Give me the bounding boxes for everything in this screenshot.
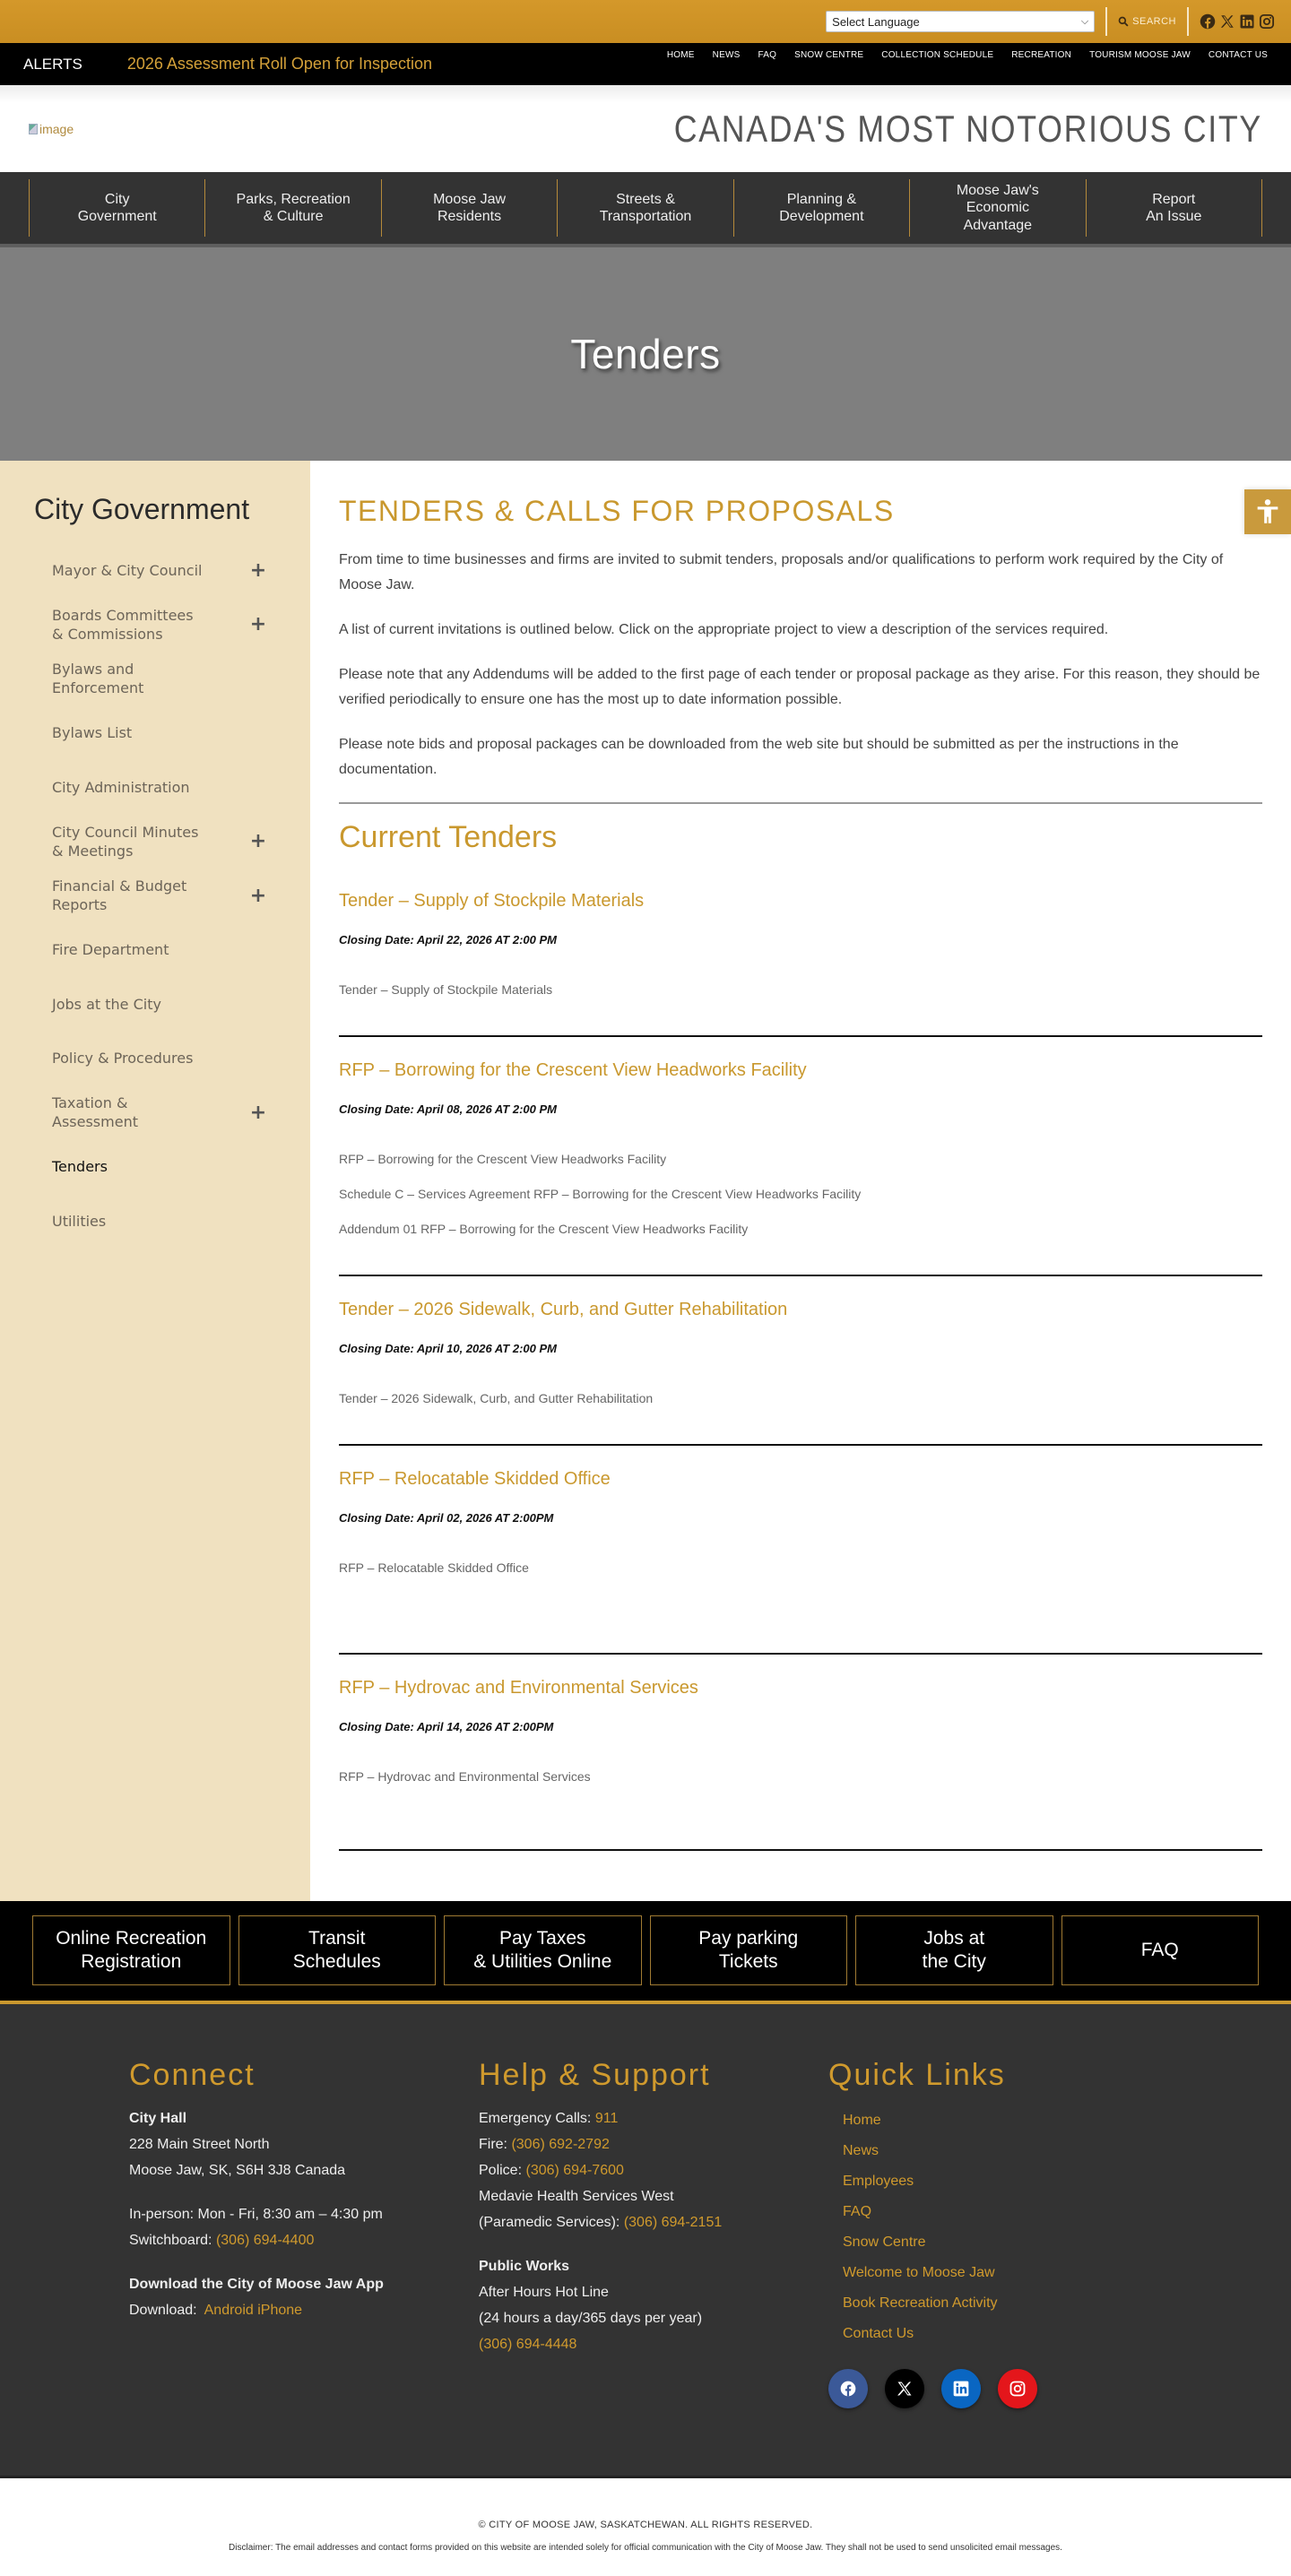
nav-label-line: Moose Jaw (433, 191, 507, 207)
nav-label-line: Advantage (963, 217, 1033, 233)
spacer (479, 2235, 828, 2253)
office-hours: In-person: Mon - Fri, 8:30 am – 4:30 pm (129, 2207, 383, 2222)
spacer (339, 1426, 1262, 1444)
utility-nav-faq[interactable]: FAQ (758, 50, 777, 60)
alerts-label: ALERTS (23, 55, 82, 73)
expand-plus-icon[interactable]: + (249, 884, 267, 907)
sidebar-item-label: Jobs at the City (52, 995, 161, 1013)
logo-alt-text: image (39, 121, 74, 136)
paramedic-line (479, 2209, 828, 2235)
closing-date: Closing Date: April 10, 2026 AT 2:00 PM (339, 1342, 557, 1355)
intro-paragraph: Please note that any Addendums will be added to the first page of each tender or proposal package as they arise. For this reason, they should be verified periodically to ensure one has the most up to date information possible. (339, 667, 1261, 707)
utility-nav-tourism[interactable]: TOURISM MOOSE JAW (1089, 50, 1191, 60)
button-label-line: Pay parking (698, 1927, 799, 1949)
quick-button-transit-schedules[interactable] (238, 1915, 437, 1985)
facebook-icon[interactable] (828, 2369, 868, 2408)
sidebar-item-label: Fire Department (52, 941, 169, 959)
top-bar (0, 0, 1291, 43)
site-tagline: CANADA'S MOST NOTORIOUS CITY (673, 107, 1262, 150)
main-nav-report-issue[interactable] (1087, 179, 1262, 237)
sidebar-item-policy-procedures[interactable] (52, 1033, 267, 1087)
language-select-value: Select Language (832, 14, 920, 29)
utility-nav-collection-schedule[interactable]: COLLECTION SCHEDULE (881, 50, 994, 60)
sidebar-item-bylaws-list[interactable] (52, 707, 267, 762)
expand-plus-icon[interactable]: + (249, 1101, 267, 1124)
utility-nav-contact-us[interactable]: CONTACT US (1208, 50, 1268, 60)
tender-item (339, 891, 1262, 1037)
button-label-line: FAQ (1140, 1939, 1179, 1960)
iphone-app-link[interactable]: iPhone (257, 2303, 303, 2318)
footer-connect (129, 2058, 479, 2476)
quick-button-faq[interactable] (1061, 1915, 1260, 1985)
quick-link-home[interactable]: Home (843, 2113, 881, 2128)
switchboard-line (129, 2227, 479, 2253)
hotline-phone-link[interactable]: (306) 694-4448 (479, 2337, 577, 2352)
quick-link-welcome[interactable]: Welcome to Moose Jaw (843, 2265, 995, 2280)
footer-heading: Connect (129, 2058, 256, 2092)
button-label-line: Registration (81, 1951, 182, 1972)
hotline-hours: (24 hours a day/365 days per year) (479, 2311, 703, 2326)
sidebar-item-label: Mayor & City Council (52, 561, 203, 579)
tender-document-link[interactable]: RFP – Hydrovac and Environmental Services (339, 1769, 591, 1784)
app-heading: Download the City of Moose Jaw App (129, 2277, 384, 2292)
closing-date: Closing Date: April 02, 2026 AT 2:00PM (339, 1511, 554, 1525)
spacer (129, 2183, 479, 2201)
footer-heading: Help & Support (479, 2058, 711, 2092)
search-button[interactable] (1118, 16, 1176, 27)
tender-document-link[interactable]: Tender – Supply of Stockpile Materials (339, 982, 553, 997)
alert-link[interactable]: 2026 Assessment Roll Open for Inspection (126, 55, 433, 73)
tender-document-link[interactable]: Addendum 01 RFP – Borrowing for the Crescent View Headworks Facility (339, 1222, 749, 1236)
sidebar-item-utilities[interactable] (52, 1195, 267, 1249)
utility-nav-recreation[interactable]: RECREATION (1011, 50, 1072, 60)
hotline-label: After Hours Hot Line (479, 2285, 609, 2300)
closing-date: Closing Date: April 14, 2026 AT 2:00PM (339, 1720, 554, 1733)
nav-label-line: Development (779, 209, 864, 224)
quick-link-contact[interactable]: Contact Us (843, 2326, 914, 2341)
sidebar (0, 461, 310, 1901)
quick-links-list (828, 2105, 1178, 2349)
address-line: 228 Main Street North (129, 2137, 270, 2152)
tender-document-link[interactable]: RFP – Borrowing for the Crescent View Headworks Facility (339, 1152, 667, 1166)
sidebar-item-label: Bylaws and Enforcement (52, 661, 144, 697)
broken-image-icon (29, 124, 38, 134)
city-hall-label: City Hall (129, 2111, 187, 2126)
paramedic-phone-link[interactable]: (306) 694-2151 (623, 2215, 723, 2230)
sidebar-item-mayor-council[interactable] (52, 544, 267, 599)
copyright-bar (0, 2476, 1291, 2576)
tender-title-link[interactable]: Tender – Supply of Stockpile Materials (339, 891, 645, 911)
spacer (129, 2253, 479, 2271)
intro-paragraph: A list of current invitations is outlined below. Click on the appropriate project to view a description of the services required. (339, 622, 1109, 637)
sidebar-item-label: Financial & Budget Reports (52, 877, 187, 914)
x-icon[interactable] (885, 2369, 924, 2408)
copyright-text: © CITY OF MOOSE JAW, SASKATCHEWAN. ALL RIGHTS RESERVED. (478, 2520, 813, 2530)
expand-plus-icon[interactable]: + (249, 558, 267, 582)
footer-quick-links (828, 2058, 1178, 2476)
footer-social-links (828, 2369, 1178, 2408)
x-icon[interactable] (1219, 13, 1235, 30)
sidebar-item-jobs[interactable] (52, 978, 267, 1033)
tender-title-link[interactable]: RFP – Borrowing for the Crescent View Headworks Facility (339, 1060, 807, 1080)
police-line (479, 2157, 828, 2183)
nav-label-line: Government (77, 209, 157, 224)
facebook-icon[interactable] (1200, 13, 1216, 30)
divider (1105, 7, 1107, 36)
sidebar-item-council-minutes[interactable] (52, 816, 267, 870)
medavie-line: Medavie Health Services West (479, 2189, 674, 2204)
quick-link-book-recreation[interactable]: Book Recreation Activity (843, 2295, 998, 2311)
android-app-link[interactable]: Android (204, 2303, 254, 2318)
quick-link-faq[interactable]: FAQ (843, 2204, 872, 2219)
tender-title-link[interactable]: RFP – Hydrovac and Environmental Services (339, 1678, 698, 1698)
page-title: Tenders (570, 331, 721, 377)
fire-label: Fire: (479, 2137, 507, 2152)
nav-label-line: Report (1152, 191, 1196, 207)
police-label: Police: (479, 2163, 523, 2178)
main-nav-residents[interactable] (382, 179, 558, 237)
alert-bar (0, 43, 1291, 85)
button-label-line: the City (922, 1951, 986, 1972)
main-nav (0, 172, 1291, 244)
expand-plus-icon[interactable]: + (249, 613, 267, 636)
main-nav-economic-advantage[interactable] (910, 179, 1086, 237)
sidebar-item-financial-reports[interactable] (52, 869, 267, 924)
utility-nav-news[interactable]: NEWS (712, 50, 741, 60)
button-label-line: & Utilities Online (473, 1951, 612, 1972)
quick-button-pay-parking[interactable] (650, 1915, 848, 1985)
intro-paragraph: From time to time businesses and firms are invited to submit tenders, proposals and/or qualifications to perform work required by the City of Moose Jaw. (339, 552, 1224, 592)
sidebar-item-label: City Administration (52, 778, 190, 796)
tender-item (339, 1300, 1262, 1446)
emergency-line (479, 2105, 828, 2131)
instagram-icon[interactable] (998, 2369, 1037, 2408)
spacer (339, 1017, 1262, 1035)
site-footer (0, 2004, 1291, 2476)
download-label: Download: (129, 2303, 197, 2318)
quick-action-bar (0, 1901, 1291, 2004)
tender-item (339, 1060, 1262, 1276)
spacer (339, 1595, 1262, 1653)
section-title: TENDERS & CALLS FOR PROPOSALS (339, 495, 895, 527)
sidebar-item-fire-department[interactable] (52, 924, 267, 979)
closing-date: Closing Date: April 22, 2026 AT 2:00 PM (339, 933, 557, 947)
expand-plus-icon[interactable]: + (249, 830, 267, 853)
paramedic-label: (Paramedic Services): (479, 2215, 620, 2230)
language-select[interactable] (826, 11, 1095, 32)
sidebar-item-city-administration[interactable] (52, 761, 267, 816)
logo-row (0, 85, 1291, 172)
address-line: Moose Jaw, SK, S6H 3J8 Canada (129, 2163, 346, 2178)
tender-item (339, 1469, 1262, 1655)
sidebar-item-label: Taxation & Assessment (52, 1094, 138, 1131)
spacer (339, 1804, 1262, 1849)
quick-button-pay-taxes[interactable] (444, 1915, 642, 1985)
main-nav-city-government[interactable] (29, 179, 205, 237)
nav-label-line: Economic (966, 200, 1029, 216)
linkedin-icon[interactable] (941, 2369, 981, 2408)
fire-line (479, 2131, 828, 2157)
sidebar-item-tenders[interactable] (52, 1141, 267, 1196)
spacer (339, 1257, 1262, 1275)
tender-document-link[interactable]: Schedule C – Services Agreement RFP – Borrowing for the Crescent View Headworks Facility (339, 1187, 862, 1201)
quick-link-news[interactable]: News (843, 2143, 879, 2158)
nav-label-line: Moose Jaw's (956, 183, 1039, 199)
tender-item (339, 1678, 1262, 1851)
instagram-icon[interactable] (1259, 13, 1275, 30)
emergency-label: Emergency Calls: (479, 2111, 592, 2126)
intro-paragraph: Please note bids and proposal packages can be downloaded from the web site but should be submitted as per the instructions in the documentation. (339, 737, 1179, 777)
current-tenders-heading: Current Tenders (339, 820, 558, 854)
tender-title-link[interactable]: RFP – Relocatable Skidded Office (339, 1469, 611, 1489)
button-label-line: Online Recreation (56, 1927, 207, 1949)
sidebar-item-boards-committees[interactable] (52, 599, 267, 653)
chevron-down-icon: ⌵ (1080, 15, 1089, 27)
site-logo[interactable] (29, 122, 74, 136)
linkedin-icon[interactable] (1239, 13, 1255, 30)
quick-button-jobs[interactable] (855, 1915, 1053, 1985)
footer-help-support (479, 2058, 828, 2476)
quick-link-employees[interactable]: Employees (843, 2174, 914, 2189)
content-area (0, 461, 1291, 1901)
police-phone-link[interactable]: (306) 694-7600 (525, 2163, 624, 2178)
button-label-line: Tickets (718, 1951, 778, 1972)
nav-label-line: Planning & (786, 191, 857, 207)
search-label: SEARCH (1132, 16, 1176, 27)
public-works-label: Public Works (479, 2259, 570, 2274)
download-line (129, 2297, 479, 2323)
button-label-line: Schedules (292, 1951, 381, 1972)
tender-document-link[interactable]: Tender – 2026 Sidewalk, Curb, and Gutter Rehabilitation (339, 1391, 654, 1405)
switchboard-phone-link[interactable]: (306) 694-4400 (215, 2233, 315, 2248)
nav-label-line: City (104, 191, 130, 207)
main-nav-streets-transportation[interactable] (558, 179, 733, 237)
nav-label-line: Parks, Recreation (236, 191, 351, 207)
main-nav-planning-development[interactable] (734, 179, 910, 237)
nav-label-line: An Issue (1146, 209, 1202, 224)
sidebar-item-label: Policy & Procedures (52, 1050, 194, 1068)
button-label-line: Pay Taxes (499, 1927, 586, 1949)
closing-date: Closing Date: April 08, 2026 AT 2:00 PM (339, 1102, 557, 1116)
quick-button-recreation-registration[interactable] (32, 1915, 230, 1985)
switchboard-label: Switchboard: (129, 2233, 212, 2248)
sidebar-item-label: Bylaws List (52, 724, 133, 742)
divider (1187, 7, 1189, 36)
accessibility-button[interactable] (1244, 489, 1291, 534)
sidebar-item-label: Tenders (52, 1158, 108, 1176)
sidebar-item-bylaws-enforcement[interactable] (52, 653, 267, 707)
footer-heading: Quick Links (828, 2058, 1006, 2092)
nav-label-line: & Culture (263, 209, 324, 224)
sidebar-item-label: Boards Committees & Commissions (52, 606, 194, 643)
disclaimer-text: Disclaimer: The email addresses and contact forms provided on this website are intended solely for official communication with the City of Moose Jaw. They shall not be used to send unsolicited email messages. (229, 2543, 1062, 2553)
accessibility-icon (1252, 497, 1283, 527)
page-hero (0, 244, 1291, 461)
main-content (310, 461, 1291, 1901)
emergency-phone-link[interactable]: 911 (594, 2111, 619, 2126)
search-icon (1118, 16, 1129, 27)
button-label-line: Transit (308, 1927, 366, 1949)
nav-label-line: Streets & (616, 191, 675, 207)
divider (339, 802, 1262, 804)
utility-nav (667, 50, 1268, 60)
nav-label-line: Transportation (599, 209, 692, 224)
utility-nav-home[interactable]: HOME (666, 50, 695, 60)
utility-nav-snow-centre[interactable]: SNOW CENTRE (794, 50, 864, 60)
social-links-top (1200, 13, 1275, 30)
nav-label-line: Residents (437, 209, 502, 224)
tender-document-link[interactable]: RFP – Relocatable Skidded Office (339, 1560, 529, 1575)
sidebar-item-label: City Council Minutes & Meetings (52, 823, 199, 860)
button-label-line: Jobs at (923, 1927, 985, 1949)
main-nav-parks-recreation[interactable] (205, 179, 381, 237)
tender-title-link[interactable]: Tender – 2026 Sidewalk, Curb, and Gutter Rehabilitation (339, 1300, 788, 1319)
sidebar-item-label: Utilities (52, 1212, 107, 1230)
sidebar-item-taxation[interactable] (52, 1086, 267, 1141)
quick-link-snow-centre[interactable]: Snow Centre (843, 2235, 926, 2250)
fire-phone-link[interactable]: (306) 692-2792 (511, 2137, 610, 2152)
sidebar-title: City Government (34, 493, 250, 525)
